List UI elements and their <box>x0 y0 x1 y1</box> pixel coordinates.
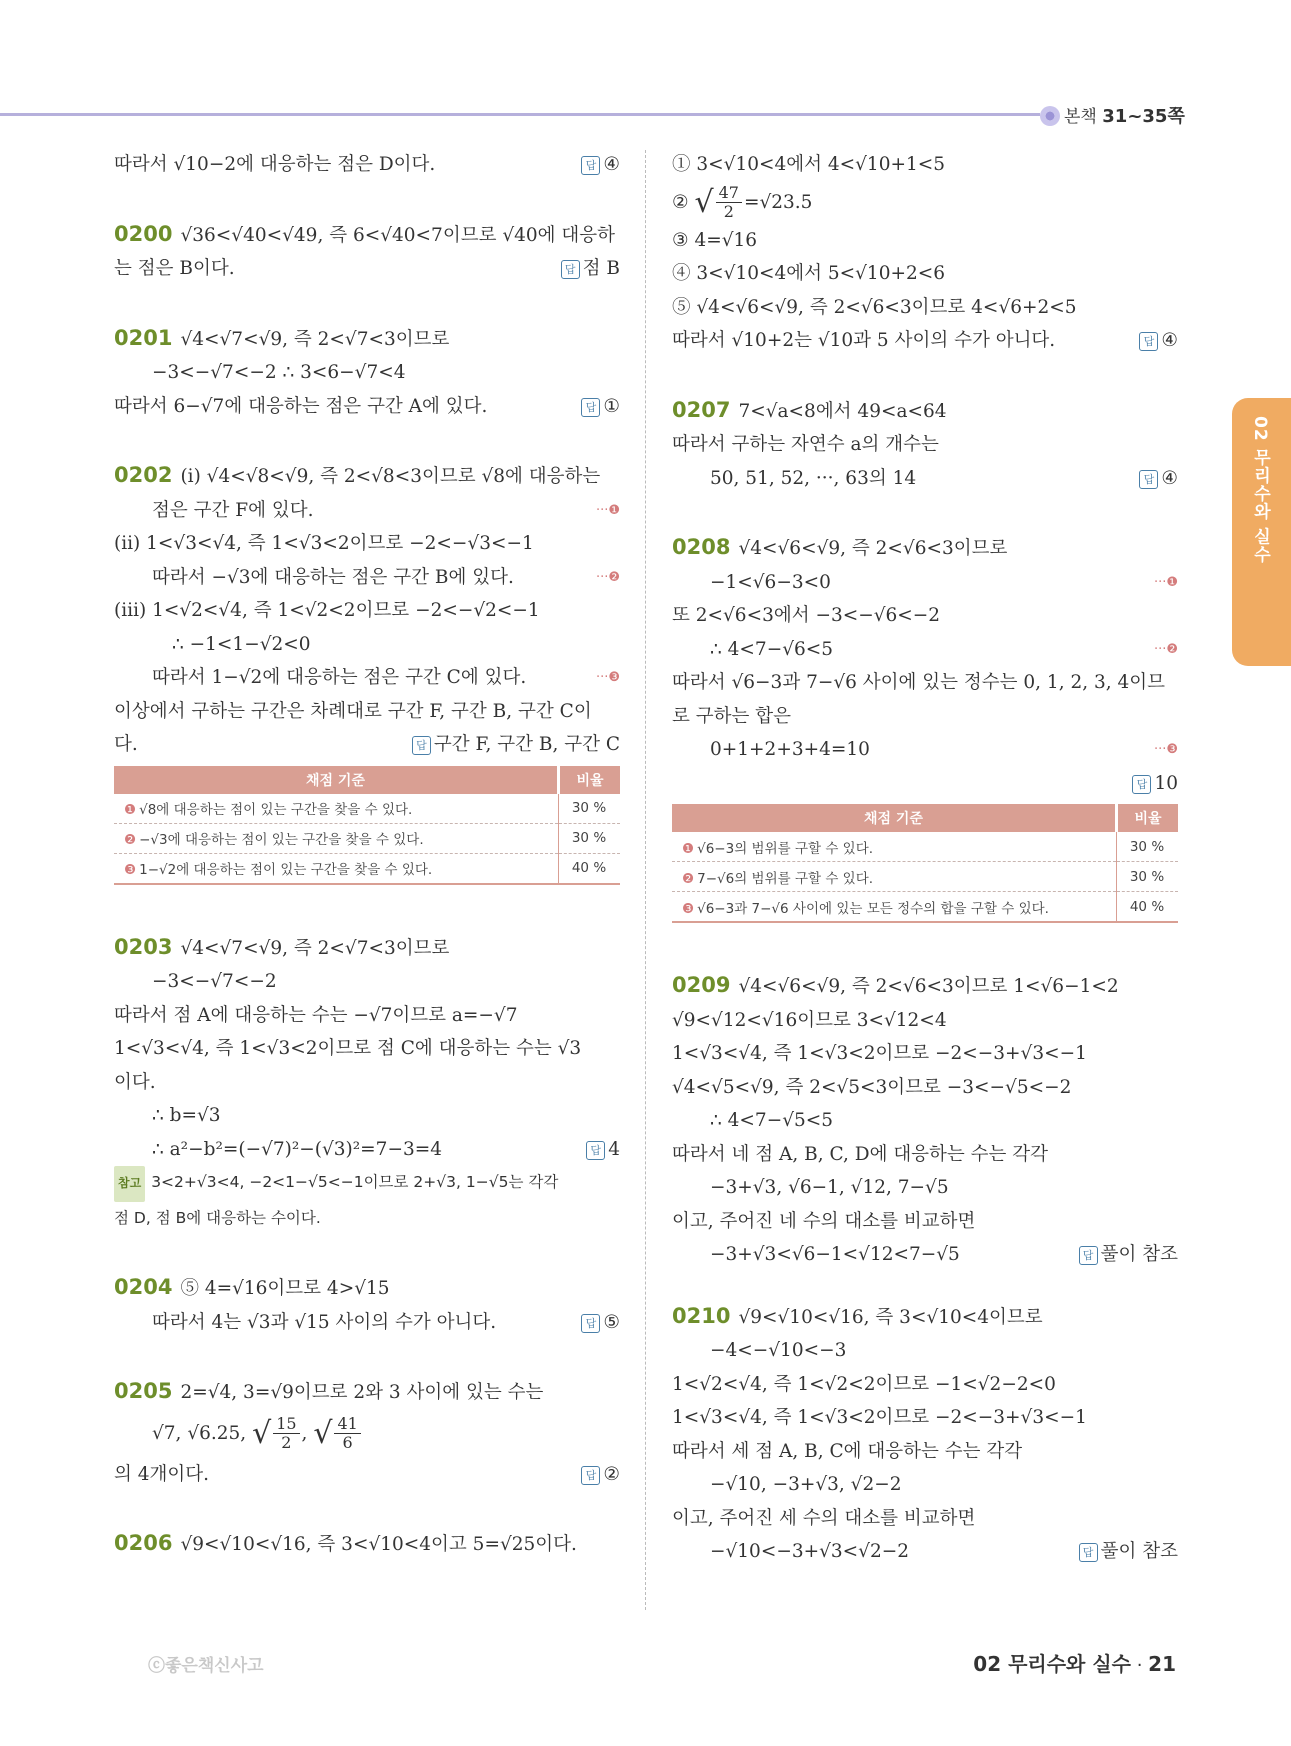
step-marker: ···❸ <box>595 670 620 685</box>
column-divider <box>645 150 646 1610</box>
problem-0200: 0200 √36<√40<√49, 즉 6<√40<7이므로 √40에 대응하 는 점은 B이다. 답 점 B <box>114 221 620 279</box>
chapter-side-tab[interactable]: 02 무리수와 실수 <box>1232 398 1291 666</box>
table-row: ❸ √6−3과 7−√6 사이에 있는 모든 정수의 합을 구할 수 있다. 40 % <box>672 892 1178 923</box>
problem-number: 0207 <box>672 397 731 422</box>
answer-icon: 답 <box>586 1141 605 1160</box>
answer-icon: 답 <box>581 398 600 417</box>
table-row: ❷ −√3에 대응하는 점이 있는 구간을 찾을 수 있다. 30 % <box>114 823 620 853</box>
step-marker: ···❸ <box>1153 742 1178 757</box>
step-marker: ···❷ <box>595 569 620 585</box>
answer-icon: 답 <box>561 260 580 279</box>
answer-icon: 답 <box>412 736 431 755</box>
scoring-criteria-table: 채점 기준 비율 ❶ √6−3의 범위를 구할 수 있다. 30 % ❷ 7−√6의 범위를 구할 수 있다. 30 % ❸ √6−3과 7−√6 사이에 있는 모든 정수의 합을 구할 수 있다. 40 % <box>672 804 1178 923</box>
answer-icon: 답 <box>1079 1543 1098 1562</box>
step-marker: ···❷ <box>1153 641 1178 657</box>
page-reference: 본책 31~35쪽 <box>1040 102 1185 128</box>
problem-0202: 0202 (ⅰ) √4<√8<√9, 즉 2<√8<3이므로 √8에 대응하는 점은 구간 F에 있다. ···❶ (ⅱ) 1<√3<√4, 즉 1<√3<2이므로 −2<−√3<−1 따라서 −√3에 대응하는 점은 구간 B에 있다. ···❷ (ⅲ) 1<√2<√4, 즉 1<√2<2이므로 −2<−√2<−1 ∴ −1<1−√2<0 따라서 1−√2에 대응하는 점은 구간 C에 있다. ···❸ 이상에서 구하는 구간은 차례대로 구간 F, 구간 B, 구간 C이 다. 답 구간 F, 구간 B, 구간 C 채점 기준 비율 ❶ √8에 대응하는 점이 있는 구간을 찾을 수 있다. 30 % ❷ −√3에 대응하는 점이 있는 구간을 찾을 수 있다. 30 % ❸ 1−√2에 대응하는 점이 있는 구간을 찾을 수 있다. 40 % <box>114 459 620 885</box>
problem-number: 0209 <box>672 973 731 997</box>
problem-number: 0204 <box>114 1275 173 1299</box>
problem-0209: 0209 √4<√6<√9, 즉 2<√6<3이므로 1<√6−1<2 √9<√12<√16이므로 3<√12<4 1<√3<√4, 즉 1<√3<2이므로 −2<−3+√3<−1 √4<√5<√9, 즉 2<√5<3이므로 −3<−√5<−2 ∴ 4<7−√5<5 따라서 네 점 A, B, C, D에 대응하는 수는 각각 −3+√3, √6−1, √12, 7−√5 이고, 주어진 네 수의 대소를 비교하면 −3+√3<√6−1<√12<7−√5 답 풀이 참조 <box>672 973 1178 1265</box>
publisher-mark: ⓒ좋은책신사고 <box>148 1656 264 1676</box>
answer-icon: 답 <box>1132 775 1151 794</box>
problem-number: 0208 <box>672 535 731 559</box>
step-marker: ···❶ <box>595 502 620 518</box>
header-rule <box>0 113 1040 116</box>
table-row: ❸ 1−√2에 대응하는 점이 있는 구간을 찾을 수 있다. 40 % <box>114 853 620 884</box>
answer-icon: 답 <box>1139 470 1158 489</box>
problem-0206: 0206 √9<√10<√16, 즉 3<√10<4이고 5=√25이다. <box>114 1531 577 1555</box>
scoring-criteria-table: 채점 기준 비율 ❶ √8에 대응하는 점이 있는 구간을 찾을 수 있다. 30 % ❷ −√3에 대응하는 점이 있는 구간을 찾을 수 있다. 30 % ❸ 1−√2에 대응하는 점이 있는 구간을 찾을 수 있다. 40 % <box>114 766 620 885</box>
problem-number: 0201 <box>114 325 173 350</box>
problem-number: 0205 <box>114 1379 173 1403</box>
note-tag: 참고 <box>114 1166 145 1202</box>
answer-icon: 답 <box>581 156 600 175</box>
left-column <box>114 148 620 1562</box>
problem-0207: 0207 7<√a<8에서 49<a<64 따라서 구하는 자연수 a의 개수는 50, 51, 52, ···, 63의 14 답 ④ <box>672 397 1178 489</box>
table-row: ❶ √6−3의 범위를 구할 수 있다. 30 % <box>672 832 1178 862</box>
right-column: ① 3<√10<4에서 4<√10+1<5 ② √ $\frac{47}{2}$ =√23.5 ③ 4=√16 ④ 3<√10<4에서 5<√10+2<6 ⑤ √4<√6<√9, 즉 2<√6<3이므로 4<√6+2<5 따라서 √10+2는 √10과 5 사이의 수가 아니다. 답 ④ 0207 7<√a<8에서 49<a<64 따라서 구하는 자연수 a의 개수는 50, 51, 52, ···, 63의 14 답 ④ 0208 √4<√6<√9, 즉 2<√6<3이므로 −1<√6−3<0 ···❶ 또 2<√6<3에서 −3<−√6<−2 ∴ 4<7−√6<5 ···❷ 따라서 √6−3과 7−√6 사이에 있는 정수는 0, 1, 2, 3, 4이므 로 구하는 합은 0+1+2+3+4=10 ···❸ 답 10 채점 기준 비율 ❶ √6−3의 범위를 구할 수 있다. 30 % ❷ 7−√6의 범위를 구할 수 있다. 30 % ❸ √6−3과 7−√6 사이에 있는 모든 정수의 합을 구할 수 있다. 40 % 0209 √4<√6<√9, 즉 2<√6<3이므로 1<√6−1<2 √9<√12<√16이므로 3<√12<4 1<√3<√4, 즉 1<√3<2이므로 −2<−3+√3<−1 √4<√5<√9, 즉 2<√5<3이므로 −3<−√5<−2 ∴ 4<7−√5<5 따라서 네 점 A, B, C, D에 대응하는 수는 각각 −3+√3, √6−1, √12, 7−√5 이고, 주어진 네 수의 대소를 비교하면 −3+√3<√6−1<√12<7−√5 답 풀이 참조 0210 √9<√10<√16, 즉 3<√10<4이므로 −4<−√10<−3 1<√2<√4, 즉 1<√2<2이므로 −1<√2−2<0 1<√3<√4, 즉 1<√3<2이므로 −2<−3+√3<−1 따라서 세 점 A, B, C에 대응하는 수는 각각 −√10, −3+√3, √2−2 이고, 주어진 세 수의 대소를 비교하면 −√10<−3+√3<√2−2 답 풀이 참조 <box>672 148 1178 1569</box>
problem-0208: 0208 √4<√6<√9, 즉 2<√6<3이므로 −1<√6−3<0 ···❶ 또 2<√6<3에서 −3<−√6<−2 ∴ 4<7−√6<5 ···❷ 따라서 √6−3과 7−√6 사이에 있는 정수는 0, 1, 2, 3, 4이므 로 구하는 합은 0+1+2+3+4=10 ···❸ 답 10 채점 기준 비율 ❶ √6−3의 범위를 구할 수 있다. 30 % ❷ 7−√6의 범위를 구할 수 있다. 30 % ❸ √6−3과 7−√6 사이에 있는 모든 정수의 합을 구할 수 있다. 40 % <box>672 531 1178 923</box>
step-marker: ···❶ <box>1153 574 1178 590</box>
problem-number: 0203 <box>114 934 173 959</box>
problem-0201: 0201 √4<√7<√9, 즉 2<√7<3이므로 −3<−√7<−2 ∴ 3<6−√7<4 따라서 6−√7에 대응하는 점은 구간 A에 있다. 답 ① <box>114 325 620 417</box>
table-row: ❷ 7−√6의 범위를 구할 수 있다. 30 % <box>672 862 1178 892</box>
problem-0203: 0203 √4<√7<√9, 즉 2<√7<3이므로 −3<−√7<−2 따라서 점 A에 대응하는 수는 −√7이므로 a=−√7 1<√3<√4, 즉 1<√3<2이므로 점 C에 대응하는 수는 √3 이다. ∴ b=√3 ∴ a²−b²=(−√7)²−(√3)²=7−3=4 답 4 참고 3<2+√3<4, −2<1−√5<−1이므로 2+√3, 1−√5는 각각 점 D, 점 B에 대응하는 수이다. <box>114 934 620 1227</box>
page-footer: 02 무리수와 실수 · 21 <box>973 1652 1176 1676</box>
problem-number: 0202 <box>114 463 173 487</box>
problem-number: 0210 <box>672 1303 731 1328</box>
problem-0204: 0204 ⑤ 4=√16이므로 4>√15 따라서 4는 √3과 √15 사이의 수가 아니다. 답 ⑤ <box>114 1275 620 1333</box>
flower-icon <box>1040 106 1060 126</box>
answer-icon: 답 <box>581 1314 600 1333</box>
line: 따라서 √10−2에 대응하는 점은 D이다. 답 ④ <box>114 154 620 175</box>
answer-icon: 답 <box>581 1466 600 1485</box>
problem-number: 0206 <box>114 1531 173 1555</box>
table-row: ❶ √8에 대응하는 점이 있는 구간을 찾을 수 있다. 30 % <box>114 794 620 824</box>
problem-number: 0200 <box>114 221 173 246</box>
problem-0210: 0210 √9<√10<√16, 즉 3<√10<4이므로 −4<−√10<−3 1<√2<√4, 즉 1<√2<2이므로 −1<√2−2<0 1<√3<√4, 즉 1<√3<2이므로 −2<−3+√3<−1 따라서 세 점 A, B, C에 대응하는 수는 각각 −√10, −3+√3, √2−2 이고, 주어진 세 수의 대소를 비교하면 −√10<−3+√3<√2−2 답 풀이 참조 <box>672 1303 1178 1562</box>
problem-0205: 0205 2=√4, 3=√9이므로 2와 3 사이에 있는 수는 √7, √6.25, √ $\frac{15}{2}$ , √ $\frac{41}{6}$ 의 4개이다. 답 ② <box>114 1379 620 1485</box>
answer-icon: 답 <box>1079 1246 1098 1265</box>
answer-icon: 답 <box>1139 332 1158 351</box>
